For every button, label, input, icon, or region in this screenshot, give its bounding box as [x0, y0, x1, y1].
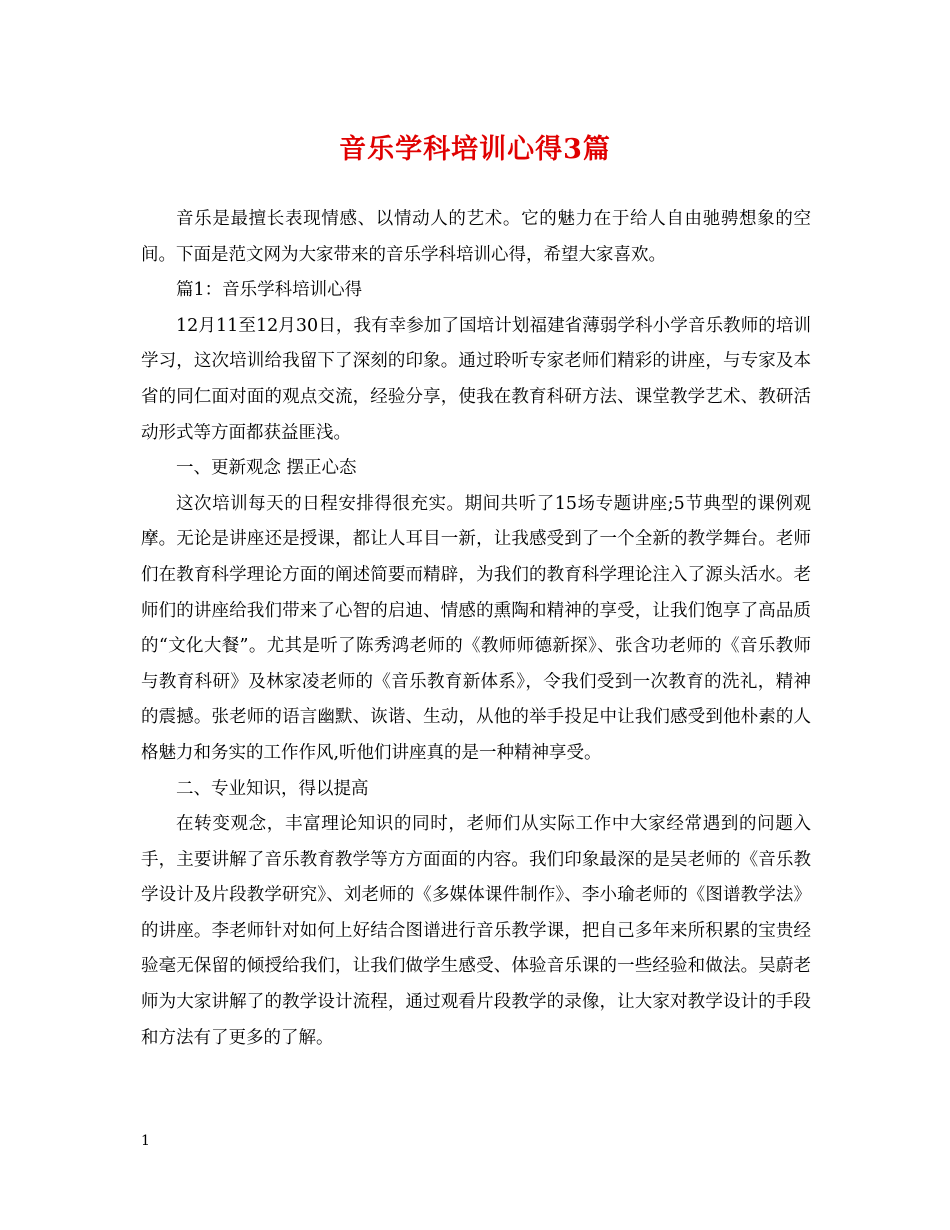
intro-paragraph: 音乐是最擅长表现情感、以情动人的艺术。它的魅力在于给人自由驰骋想象的空间。下面是范文网为大家带来的音乐学科培训心得，希望大家喜欢。 — [141, 209, 811, 265]
page-number: 1 — [141, 1133, 150, 1149]
body-paragraph: 这次培训每天的日程安排得很充实。期间共听了15场专题讲座;5节典型的课例观摩。无论是讲座还是授课，都让人耳目一新，让我感受到了一个全新的教学舞台。老师们在教育科学理论方面的阐述简要而精辟，为我们的教育科学理论注入了源头活水。老师们的讲座给我们带来了心智的启迪、情感的熏陶和精神的享受，让我们饱享了高品质的“文化大餐”。尤其是听了陈秀鸿老师的《教师师德新探》、张含功老师的《音乐教师与教育科研》及林家凌老师的《音乐教育新体系》，令我们受到一次教育的洗礼，精神的震撼。张老师的语言幽默、诙谐、生动，从他的举手投足中让我们感受到他朴素的人格魅力和务实的工作作风,听他们讲座真的是一种精神享受。 — [141, 493, 811, 763]
document-body — [141, 202, 811, 1056]
body-paragraph: 在转变观念，丰富理论知识的同时，老师们从实际工作中大家经常遇到的问题入手，主要讲解了音乐教育教学等方方面面的内容。我们印象最深的是吴老师的《音乐教学设计及片段教学研究》、刘老师的《多媒体课件制作》、李小瑜老师的《图谱教学法》的讲座。李老师针对如何上好结合图谱进行音乐教学课，把自己多年来所积累的宝贵经验毫无保留的倾授给我们，让我们做学生感受、体验音乐课的一些经验和做法。吴蔚老师为大家讲解了的教学设计流程，通过观看片段教学的录像，让大家对教学设计的手段和方法有了更多的了解。 — [141, 814, 811, 1048]
section-heading-part1: 篇1：音乐学科培训心得 — [176, 280, 363, 301]
section-heading-2: 二、专业知识，得以提高 — [176, 778, 369, 799]
body-paragraph: 12月11至12月30日，我有幸参加了国培计划福建省薄弱学科小学音乐教师的培训学习，这次培训给我留下了深刻的印象。通过聆听专家老师们精彩的讲座，与专家及本省的同仁面对面的观点交流，经验分享，使我在教育科研方法、课堂教学艺术、教研活动形式等方面都获益匪浅。 — [141, 315, 811, 443]
section-heading-1: 一、更新观念 摆正心态 — [176, 458, 357, 479]
document-title: 音乐学科培训心得3篇 — [339, 134, 611, 165]
